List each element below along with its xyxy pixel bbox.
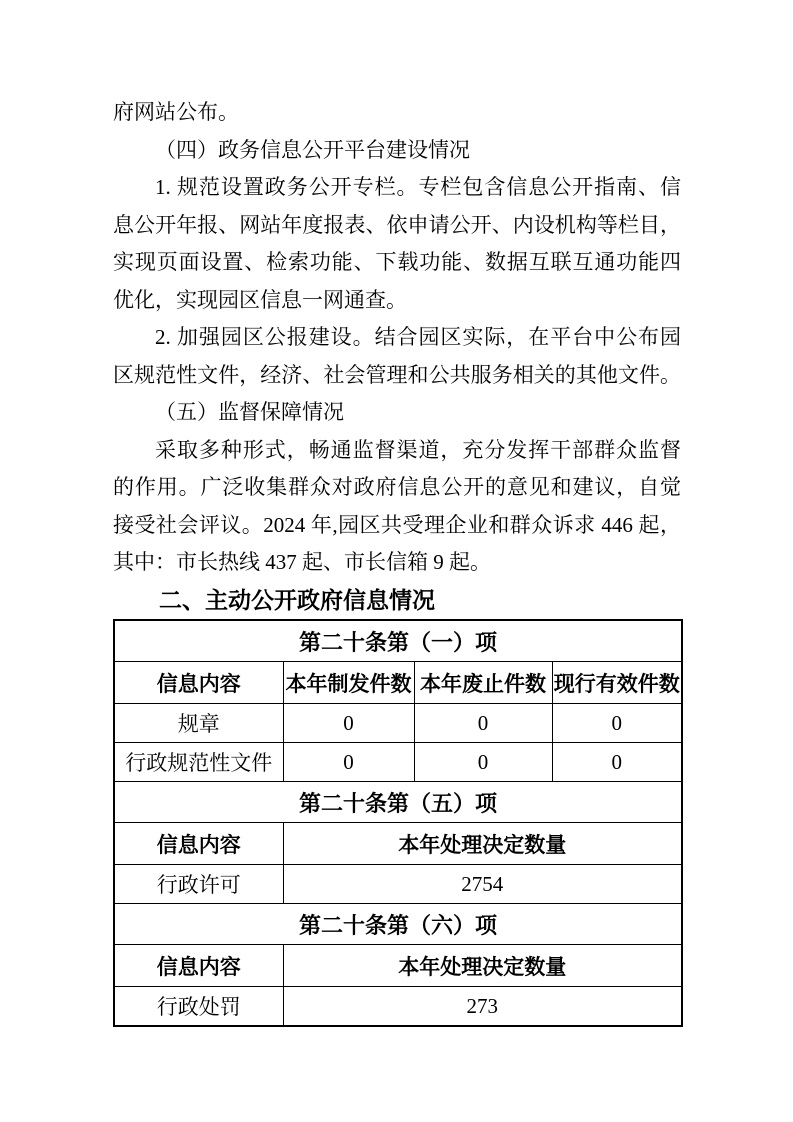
table-row [114,987,682,1027]
body-line: 1. 规范设置政务公开专栏。专栏包含信息公开指南、信 [155,175,681,199]
col-header-issued-count: 本年制发件数 [283,662,414,704]
cell-rules-label: 规章 [114,704,283,743]
cell-admin-license-count: 2754 [283,865,682,904]
col-header-decisions-count: 本年处理决定数量 [283,823,682,865]
table-row [114,743,682,782]
table-row [114,704,682,743]
cell-normative-docs-repealed: 0 [414,743,552,782]
body-line: 府网站公布。 [113,100,239,124]
table-title-item1: 第二十条第（一）项 [114,620,682,662]
cell-normative-docs-valid: 0 [552,743,682,782]
body-line: 其中：市长热线 437 起、市长信箱 9 起。 [113,550,491,574]
sub-heading-4: （四）政务信息公开平台建设情况 [155,137,470,162]
col-header-info-content: 信息内容 [114,823,283,865]
col-header-decisions-count: 本年处理决定数量 [283,945,682,987]
body-line: 息公开年报、网站年度报表、依申请公开、内设机构等栏目， [113,212,681,237]
cell-normative-docs-label: 行政规范性文件 [114,743,283,782]
body-line: 的作用。广泛收集群众对政府信息公开的意见和建议，自觉 [113,475,681,499]
cell-admin-penalty-count: 273 [283,987,682,1027]
col-header-valid-count: 现行有效件数 [552,662,682,704]
body-line: 接受社会评议。2024 年,园区共受理企业和群众诉求 446 起， [113,512,681,537]
cell-admin-penalty-label: 行政处罚 [114,987,283,1027]
body-line: 优化，实现园区信息一网通查。 [113,287,407,312]
body-line: 区规范性文件，经济、社会管理和公共服务相关的其他文件。 [113,362,681,387]
document-content [113,0,681,1027]
cell-rules-repealed: 0 [414,704,552,743]
body-line: 采取多种形式，畅通监督渠道，充分发挥干部群众监督 [155,437,681,462]
body-line: 实现页面设置、检索功能、下载功能、数据互联互通功能四 [113,250,681,274]
cell-admin-license-label: 行政许可 [114,865,283,904]
table-title-item6: 第二十条第（六）项 [114,904,682,945]
table-row [114,865,682,904]
public-info-table [113,619,683,1027]
section-heading: 二、主动公开政府信息情况 [159,586,435,613]
cell-normative-docs-issued: 0 [283,743,414,782]
col-header-info-content: 信息内容 [114,945,283,987]
cell-rules-issued: 0 [283,704,414,743]
sub-heading-5: （五）监督保障情况 [155,400,344,424]
table-title-item5: 第二十条第（五）项 [114,782,682,823]
col-header-repealed-count: 本年废止件数 [414,662,552,704]
col-header-info-content: 信息内容 [114,662,283,704]
body-line: 2. 加强园区公报建设。结合园区实际，在平台中公布园 [155,325,681,349]
cell-rules-valid: 0 [552,704,682,743]
